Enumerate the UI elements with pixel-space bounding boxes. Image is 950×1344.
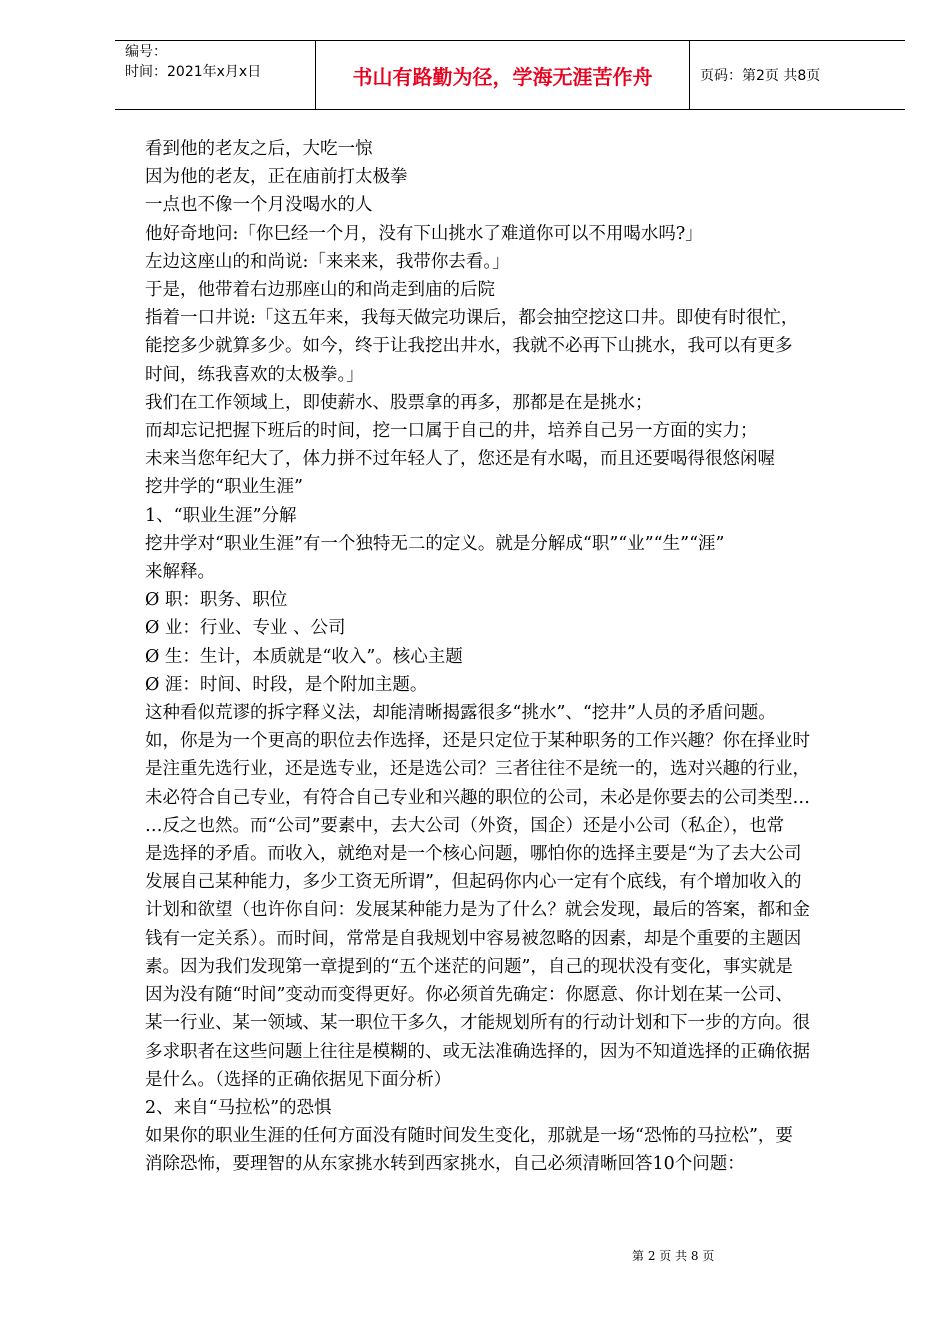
body-line: 是选择的矛盾。而收入，就绝对是一个核心问题，哪怕你的选择主要是“为了去大公司 <box>145 844 802 865</box>
bullet-item: Ø 涯：时间、时段，是个附加主题。 <box>145 674 428 695</box>
body-line: 如果你的职业生涯的任何方面没有随时间发生变化，那就是一场“恐怖的马拉松”，要 <box>145 1126 793 1147</box>
body-line: …反之也然。而“公司”要素中，去大公司（外资，国企）还是小公司（私企），也常 <box>145 815 785 836</box>
header-motto-cell <box>315 41 690 109</box>
body-line: 一点也不像一个月没喝水的人 <box>145 195 373 216</box>
body-line: 于是，他带着右边那座山的和尚走到庙的后院 <box>145 280 495 301</box>
body-line: 消除恐怖，要理智的从东家挑水转到西家挑水，自己必须清晰回答10个问题： <box>145 1154 745 1175</box>
body-line: 来解释。 <box>145 562 215 583</box>
page-header <box>115 40 905 110</box>
section-heading: 1、“职业生涯”分解 <box>145 505 297 526</box>
body-line: 他好奇地问:「你巳经一个月，没有下山挑水了难道你可以不用喝水吗?」 <box>145 223 703 244</box>
header-motto: 书山有路勤为径，学海无涯苦作舟 <box>352 64 653 89</box>
body-line: 我们在工作领域上，即使薪水、股票拿的再多，那都是在是挑水； <box>145 392 653 413</box>
body-line: 如，你是为一个更高的职位去作选择，还是只定位于某种职务的工作兴趣？你在择业时 <box>145 731 810 752</box>
section-heading: 挖井学的“职业生涯” <box>145 477 303 498</box>
header-page-cell <box>690 41 905 109</box>
body-line: 是注重先选行业，还是选专业，还是选公司？三者往往不是统一的，选对兴趣的行业， <box>145 759 810 780</box>
document-number-label: 编号： <box>125 44 167 60</box>
body-line: 因为没有随“时间”变动而变得更好。你必须首先确定：你愿意、你计划在某一公司、 <box>145 985 793 1006</box>
body-line: 这种看似荒谬的拆字释义法，却能清晰揭露很多“挑水”、“挖井”人员的矛盾问题。 <box>145 703 776 724</box>
body-line: 挖井学对“职业生涯”有一个独特无二的定义。就是分解成“职”“业”“生”“涯” <box>145 533 725 554</box>
body-line: 发展自己某种能力，多少工资无所谓”，但起码你内心一定有个底线，有个增加收入的 <box>145 872 802 893</box>
header-meta-cell <box>115 41 315 109</box>
body-line: 钱有一定关系）。而时间，常常是自我规划中容易被忽略的因素，却是个重要的主题因 <box>145 928 802 949</box>
document-time-label: 时间：2021年x月x日 <box>125 64 262 80</box>
body-line: 某一行业、某一领域、某一职位干多久，才能规划所有的行动计划和下一步的方向。很 <box>145 1013 810 1034</box>
bullet-item: Ø 业：行业、专业 、公司 <box>145 618 346 639</box>
header-page-number: 页码：第2页 共8页 <box>700 68 821 84</box>
page-footer: 第 2 页 共 8 页 <box>632 1249 715 1263</box>
body-line: 时间，练我喜欢的太极拳。」 <box>145 364 364 385</box>
body-line: 指着一口井说:「这五年来，我每天做完功课后，都会抽空挖这口井。即使有时很忙， <box>145 308 799 329</box>
body-line: 能挖多少就算多少。如今，终于让我挖出井水，我就不必再下山挑水，我可以有更多 <box>145 336 793 357</box>
body-line: 计划和欲望（也许你自问：发展某种能力是为了什么？就会发现，最后的答案，都和金 <box>145 900 810 921</box>
bullet-item: Ø 职：职务、职位 <box>145 590 288 611</box>
body-line: 看到他的老友之后，大吃一惊 <box>145 139 373 159</box>
body-line: 未必符合自己专业，有符合自己专业和兴趣的职位的公司，未必是你要去的公司类型… <box>145 787 810 808</box>
body-line: 是什么。（选择的正确依据见下面分析） <box>145 1069 452 1090</box>
body-line: 未来当您年纪大了，体力拼不过年轻人了，您还是有水喝，而且还要喝得很悠闲喔 <box>145 449 775 470</box>
body-line: 而却忘记把握下班后的时间，挖一口属于自己的井，培养自己另一方面的实力； <box>145 421 758 442</box>
body-line: 因为他的老友，正在庙前打太极拳 <box>145 167 408 188</box>
document-body <box>145 135 877 1179</box>
body-line: 左边这座山的和尚说:「来来来，我带你去看。」 <box>145 251 510 272</box>
body-line: 素。因为我们发现第一章提到的“五个迷茫的问题”，自己的现状没有变化，事实就是 <box>145 956 793 977</box>
section-heading: 2、来自“马拉松”的恐惧 <box>145 1097 332 1118</box>
body-line: 多求职者在这些问题上往往是模糊的、或无法准确选择的，因为不知道选择的正确依据 <box>145 1041 810 1062</box>
bullet-item: Ø 生：生计，本质就是“收入”。核心主题 <box>145 646 463 667</box>
